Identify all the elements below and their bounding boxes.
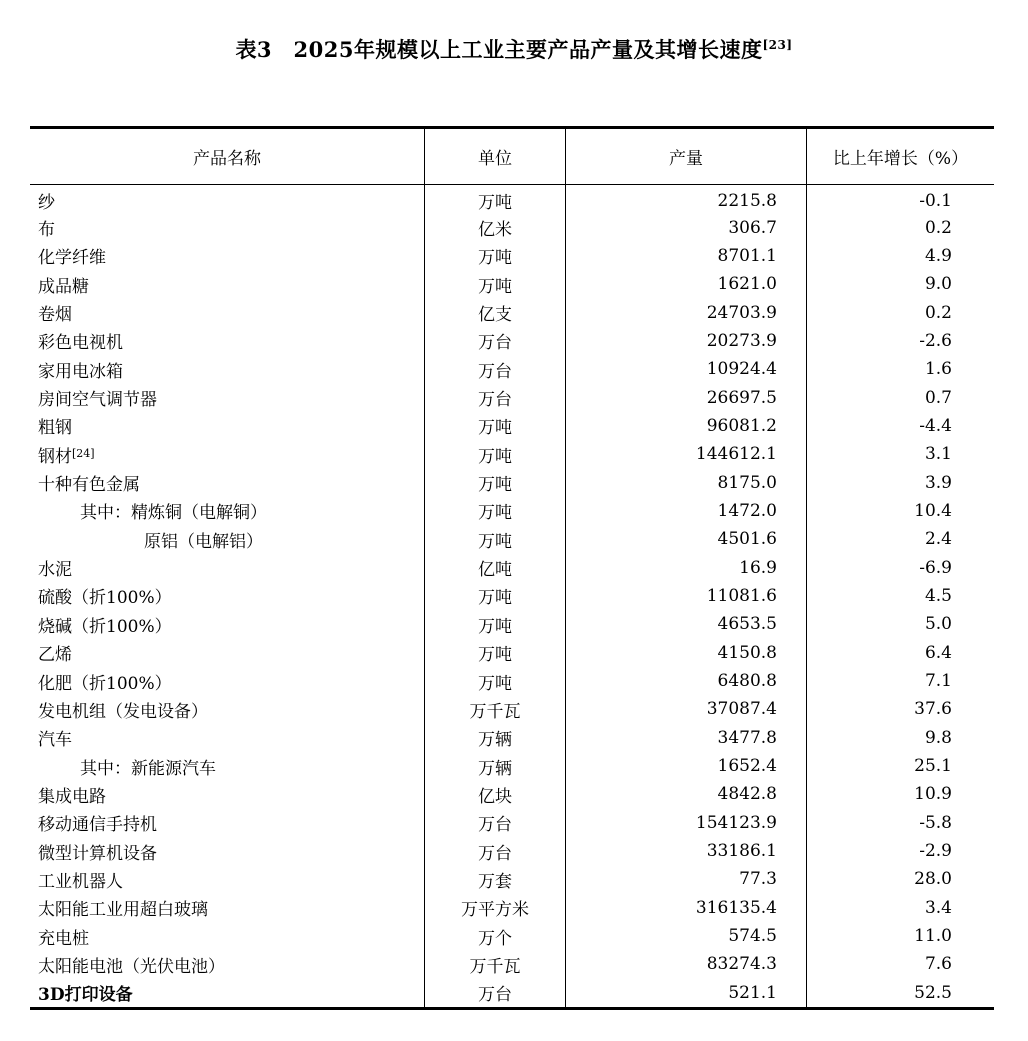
- table-title-text: 表3 2025年规模以上工业主要产品产量及其增长速度: [235, 37, 763, 62]
- cell-unit: 万台: [424, 327, 565, 355]
- cell-product-name: [30, 610, 424, 638]
- cell-growth: 9.8: [806, 724, 994, 752]
- product-name-text: 粗钢: [38, 418, 72, 439]
- cell-growth: 3.9: [806, 468, 994, 496]
- cell-unit: 万吨: [424, 468, 565, 496]
- cell-growth: -2.9: [806, 837, 994, 865]
- cell-growth: -6.9: [806, 553, 994, 581]
- cell-unit: 万吨: [424, 270, 565, 298]
- cell-unit: 万吨: [424, 412, 565, 440]
- cell-unit: 万吨: [424, 440, 565, 468]
- cell-unit: 亿支: [424, 298, 565, 326]
- cell-product-name: [30, 468, 424, 496]
- cell-product-name: [30, 865, 424, 893]
- table-row: [30, 809, 994, 837]
- cell-growth: 4.9: [806, 242, 994, 270]
- cell-output: 4501.6: [565, 525, 806, 553]
- cell-unit: 万吨: [424, 639, 565, 667]
- product-name-text: 微型计算机设备: [38, 843, 157, 864]
- table-row: [30, 639, 994, 667]
- cell-growth: -2.6: [806, 327, 994, 355]
- table-row: [30, 553, 994, 581]
- header-product-name: 产品名称: [193, 149, 261, 169]
- table-row: [30, 752, 994, 780]
- cell-unit: 万吨: [424, 185, 565, 213]
- product-name-text: 汽车: [38, 730, 72, 751]
- cell-growth: -4.4: [806, 412, 994, 440]
- product-name-text: 发电机组（发电设备）: [38, 701, 208, 722]
- table-row: [30, 412, 994, 440]
- cell-growth: 6.4: [806, 639, 994, 667]
- table-row: [30, 270, 994, 298]
- header-growth: 比上年增长（%）: [806, 129, 994, 184]
- cell-unit: 万吨: [424, 525, 565, 553]
- product-name-text: 布: [38, 220, 55, 241]
- table-row: [30, 950, 994, 978]
- product-name-text: 太阳能电池（光伏电池）: [38, 956, 225, 977]
- cell-output: 1472.0: [565, 497, 806, 525]
- cell-product-name: [30, 355, 424, 383]
- product-name-text: 烧碱（折100%）: [38, 616, 172, 637]
- product-name-text: 原铝（电解铝）: [144, 531, 263, 552]
- product-name-text: 纱: [38, 193, 55, 214]
- cell-unit: 亿块: [424, 780, 565, 808]
- cell-growth: 11.0: [806, 922, 994, 950]
- cell-output: 4842.8: [565, 780, 806, 808]
- cell-product-name: [30, 752, 424, 780]
- cell-product-name: [30, 667, 424, 695]
- cell-output: 24703.9: [565, 298, 806, 326]
- table-title: [0, 34, 1028, 64]
- table-row: [30, 242, 994, 270]
- product-name-text: 集成电路: [38, 786, 106, 807]
- cell-unit: 万千瓦: [424, 950, 565, 978]
- table-row: [30, 440, 994, 468]
- product-name-text: 充电桩: [38, 928, 89, 949]
- cell-output: 3477.8: [565, 724, 806, 752]
- cell-output: 521.1: [565, 979, 806, 1007]
- product-name-text: 其中：精炼铜（电解铜）: [80, 503, 267, 524]
- product-name-text: 钢材: [38, 446, 72, 467]
- product-name-text: 其中：新能源汽车: [80, 758, 216, 779]
- cell-unit: 万吨: [424, 610, 565, 638]
- table-row: [30, 327, 994, 355]
- product-name-text: 工业机器人: [38, 871, 123, 892]
- product-name-text: 太阳能工业用超白玻璃: [38, 900, 208, 921]
- product-name-text: 3D打印设备: [38, 985, 133, 1006]
- cell-growth: 0.2: [806, 298, 994, 326]
- header-output: 产量: [565, 129, 806, 184]
- cell-unit: 亿米: [424, 213, 565, 241]
- cell-unit: 万个: [424, 922, 565, 950]
- table-body: [30, 185, 994, 1007]
- cell-growth: 3.4: [806, 894, 994, 922]
- table-row: [30, 837, 994, 865]
- cell-unit: 万台: [424, 837, 565, 865]
- cell-output: 154123.9: [565, 809, 806, 837]
- cell-output: 1652.4: [565, 752, 806, 780]
- header-unit: 单位: [424, 129, 565, 184]
- cell-output: 316135.4: [565, 894, 806, 922]
- cell-unit: 万套: [424, 865, 565, 893]
- product-name-text: 彩色电视机: [38, 333, 123, 354]
- product-name-text: 卷烟: [38, 305, 72, 326]
- table-row: [30, 610, 994, 638]
- cell-unit: 万台: [424, 979, 565, 1007]
- cell-unit: 万台: [424, 809, 565, 837]
- cell-output: 37087.4: [565, 695, 806, 723]
- product-name-text: 化肥（折100%）: [38, 673, 172, 694]
- cell-output: 306.7: [565, 213, 806, 241]
- cell-product-name: [30, 922, 424, 950]
- footnote-ref-23: [23]: [762, 38, 793, 52]
- cell-unit: 万吨: [424, 582, 565, 610]
- cell-unit: 万平方米: [424, 894, 565, 922]
- cell-product-name: [30, 497, 424, 525]
- table-header-row: [30, 129, 994, 185]
- product-name-text: 硫酸（折100%）: [38, 588, 172, 609]
- cell-output: 26697.5: [565, 383, 806, 411]
- table-row: [30, 695, 994, 723]
- cell-unit: 万吨: [424, 242, 565, 270]
- cell-growth: 7.6: [806, 950, 994, 978]
- cell-growth: -0.1: [806, 185, 994, 213]
- cell-unit: 万千瓦: [424, 695, 565, 723]
- cell-product-name: [30, 809, 424, 837]
- table-row: [30, 298, 994, 326]
- cell-growth: 0.2: [806, 213, 994, 241]
- table-row: [30, 468, 994, 496]
- table-bottom-rule: [30, 1007, 994, 1010]
- table-row: [30, 582, 994, 610]
- cell-product-name: [30, 639, 424, 667]
- cell-growth: 1.6: [806, 355, 994, 383]
- cell-growth: 3.1: [806, 440, 994, 468]
- table-row: [30, 497, 994, 525]
- cell-product-name: [30, 837, 424, 865]
- table-row: [30, 922, 994, 950]
- cell-output: 83274.3: [565, 950, 806, 978]
- cell-growth: 0.7: [806, 383, 994, 411]
- cell-product-name: [30, 327, 424, 355]
- table-row: [30, 213, 994, 241]
- product-name-text: 乙烯: [38, 645, 72, 666]
- cell-output: 574.5: [565, 922, 806, 950]
- cell-output: 2215.8: [565, 185, 806, 213]
- cell-product-name: [30, 582, 424, 610]
- cell-product-name: [30, 525, 424, 553]
- table-row: [30, 383, 994, 411]
- cell-product-name: [30, 950, 424, 978]
- table-row: [30, 894, 994, 922]
- cell-unit: 万台: [424, 383, 565, 411]
- product-name-text: 化学纤维: [38, 248, 106, 269]
- table-row: [30, 979, 994, 1007]
- cell-growth: 2.4: [806, 525, 994, 553]
- cell-output: 144612.1: [565, 440, 806, 468]
- cell-unit: 万台: [424, 355, 565, 383]
- cell-output: 4150.8: [565, 639, 806, 667]
- cell-growth: 9.0: [806, 270, 994, 298]
- product-name-text: 移动通信手持机: [38, 815, 157, 836]
- cell-product-name: [30, 412, 424, 440]
- cell-product-name: [30, 383, 424, 411]
- production-table: [30, 126, 994, 1010]
- cell-product-name: [30, 553, 424, 581]
- cell-output: 10924.4: [565, 355, 806, 383]
- cell-output: 8175.0: [565, 468, 806, 496]
- cell-output: 6480.8: [565, 667, 806, 695]
- table-row: [30, 780, 994, 808]
- cell-product-name: [30, 298, 424, 326]
- cell-output: 1621.0: [565, 270, 806, 298]
- cell-product-name: [30, 242, 424, 270]
- table-row: [30, 525, 994, 553]
- cell-growth: 5.0: [806, 610, 994, 638]
- cell-growth: 25.1: [806, 752, 994, 780]
- cell-output: 20273.9: [565, 327, 806, 355]
- table-row: [30, 355, 994, 383]
- product-name-text: 水泥: [38, 560, 72, 581]
- cell-product-name: [30, 270, 424, 298]
- cell-unit: 亿吨: [424, 553, 565, 581]
- cell-output: 8701.1: [565, 242, 806, 270]
- cell-output: 96081.2: [565, 412, 806, 440]
- cell-output: 77.3: [565, 865, 806, 893]
- cell-product-name: [30, 695, 424, 723]
- cell-product-name: [30, 724, 424, 752]
- cell-growth: 37.6: [806, 695, 994, 723]
- table-row: [30, 724, 994, 752]
- product-name-text: 家用电冰箱: [38, 361, 123, 382]
- cell-output: 33186.1: [565, 837, 806, 865]
- cell-growth: 4.5: [806, 582, 994, 610]
- cell-unit: 万辆: [424, 752, 565, 780]
- cell-growth: 10.4: [806, 497, 994, 525]
- table-row: [30, 185, 994, 213]
- cell-growth: 52.5: [806, 979, 994, 1007]
- cell-unit: 万吨: [424, 667, 565, 695]
- cell-product-name: [30, 185, 424, 213]
- cell-unit: 万辆: [424, 724, 565, 752]
- cell-output: 16.9: [565, 553, 806, 581]
- cell-growth: -5.8: [806, 809, 994, 837]
- table-row: [30, 667, 994, 695]
- cell-product-name: [30, 780, 424, 808]
- cell-growth: 7.1: [806, 667, 994, 695]
- cell-product-name: [30, 979, 424, 1007]
- cell-output: 11081.6: [565, 582, 806, 610]
- product-name-text: 十种有色金属: [38, 475, 140, 496]
- cell-output: 4653.5: [565, 610, 806, 638]
- product-name-text: 成品糖: [38, 276, 89, 297]
- cell-product-name: 钢材 [24]: [30, 440, 424, 468]
- table-row: [30, 865, 994, 893]
- cell-unit: 万吨: [424, 497, 565, 525]
- cell-product-name: [30, 213, 424, 241]
- cell-growth: 10.9: [806, 780, 994, 808]
- cell-growth: 28.0: [806, 865, 994, 893]
- cell-product-name: [30, 894, 424, 922]
- product-name-text: 房间空气调节器: [38, 390, 157, 411]
